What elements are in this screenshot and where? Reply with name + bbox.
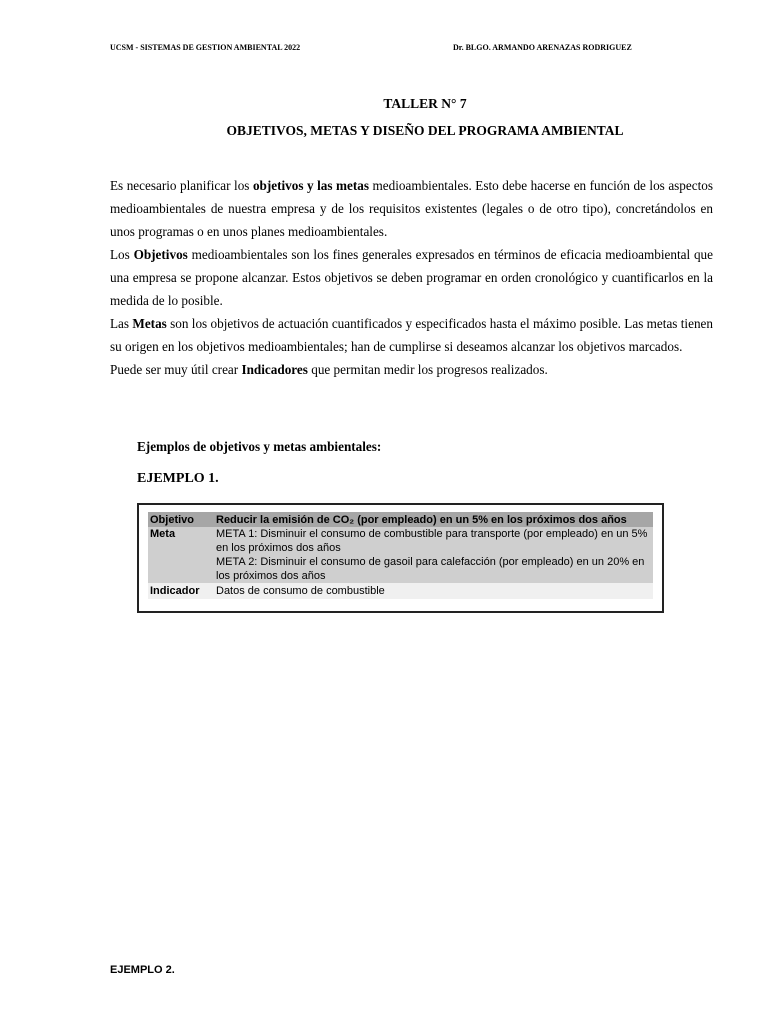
text-run: Es necesario planificar los — [110, 178, 253, 193]
table-row-meta — [148, 527, 653, 583]
text-run: Las — [110, 316, 133, 331]
text-run: medioambientales son los fines generales expresados en términos de eficacia medioambiental que una empresa se propone alcanzar. Estos objetivos se deben programar en orden cronológico y cuantificarlos en la medida de lo posible. — [110, 247, 713, 308]
meta-values — [214, 527, 653, 583]
indicador-value: Datos de consumo de combustible — [214, 583, 653, 599]
objectives-table — [148, 512, 653, 599]
paragraph-intro — [110, 174, 713, 243]
examples-heading: Ejemplos de objetivos y metas ambientales: — [137, 439, 382, 454]
bold-term: Metas — [132, 316, 167, 331]
header-author: Dr. BLGO. ARMANDO ARENAZAS RODRIGUEZ — [453, 43, 632, 52]
example2-heading: EJEMPLO 2. — [110, 964, 175, 976]
text-run: Puede ser muy útil crear — [110, 362, 242, 377]
paragraph-metas — [110, 312, 713, 358]
example1-table — [137, 503, 664, 613]
paragraph-indicadores — [110, 358, 713, 381]
bold-term: objetivos y las metas — [252, 178, 369, 193]
bold-term: Indicadores — [241, 362, 308, 377]
table-row-indicador — [148, 583, 653, 599]
page-title: TALLER N° 7 — [383, 96, 467, 111]
example1-heading: EJEMPLO 1. — [137, 471, 219, 486]
body-text — [110, 174, 713, 381]
indicador-label: Indicador — [148, 583, 214, 599]
text-run: que permitan medir los progresos realizados. — [307, 362, 548, 377]
page-subtitle: OBJETIVOS, METAS Y DISEÑO DEL PROGRAMA AMBIENTAL — [226, 123, 624, 138]
text-run: son los objetivos de actuación cuantificados y especificados hasta el máximo posible. Las metas tienen su origen en los objetivos medioambientales; han de cumplirse si deseamos alcanzar los objetivos marcados. — [110, 316, 713, 354]
meta-1: META 1: Disminuir el consumo de combustible para transporte (por empleado) en un 5% en los próximos dos años — [216, 528, 648, 554]
text-run: medioambientales. Esto debe hacerse en función de los aspectos medioambientales de nuestra empresa y de los requisitos existentes (legales o de otro tipo), concretándolos en unos programas o en unos planes medioambientales. — [110, 178, 713, 239]
meta-label: Meta — [148, 527, 214, 583]
bold-term: Objetivos — [133, 247, 188, 262]
objetivo-value: Reducir la emisión de CO₂ (por empleado) en un 5% en los próximos dos años — [214, 512, 653, 527]
meta-2: META 2: Disminuir el consumo de gasoil para calefacción (por empleado) en un 20% en los próximos dos años — [216, 556, 645, 582]
text-run: Los — [110, 247, 134, 262]
paragraph-objetivos — [110, 243, 713, 312]
table-row-objetivo — [148, 512, 653, 527]
objetivo-label: Objetivo — [148, 512, 214, 527]
header-course: UCSM - SISTEMAS DE GESTION AMBIENTAL 2022 — [110, 43, 301, 52]
